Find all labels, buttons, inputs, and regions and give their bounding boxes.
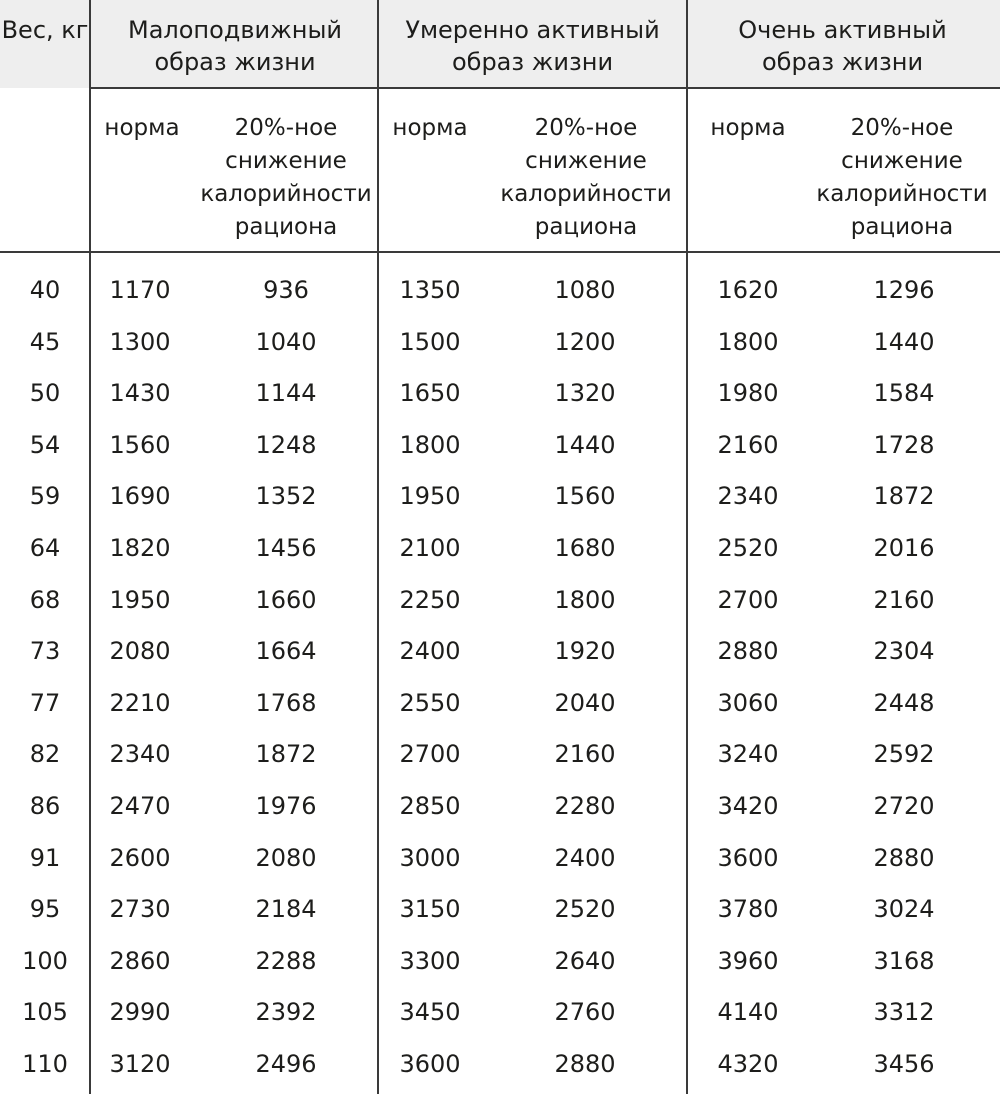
calorie-cell: 1500 (399, 327, 461, 356)
header-group-sedentary (115, 14, 355, 78)
calorie-cell: 2160 (873, 585, 935, 614)
calorie-cell: 3420 (717, 792, 779, 820)
calorie-cell: 3960 (717, 946, 779, 975)
calorie-cell: 3600 (399, 1050, 461, 1078)
weight-cell: 86 (29, 792, 61, 820)
weight-cell: 68 (29, 585, 61, 614)
subheader-norm-3 (696, 112, 800, 145)
calorie-cell: 2720 (873, 792, 935, 820)
calorie-cell: 1352 (255, 482, 317, 511)
calorie-cell: 1200 (554, 327, 616, 356)
calorie-cell: 2880 (717, 637, 779, 666)
calorie-cell: 1650 (399, 379, 461, 408)
calorie-cell: 1980 (717, 379, 779, 408)
weight-cell: 73 (29, 637, 61, 666)
calorie-cell: 2880 (554, 1050, 616, 1078)
calorie-cell: 3780 (717, 895, 779, 924)
calorie-cell: 3000 (399, 843, 461, 872)
header-group-sedentary-text: Малоподвижный образ жизни (127, 16, 342, 76)
calorie-cell: 1430 (109, 379, 171, 408)
calorie-cell: 1296 (873, 276, 935, 304)
calorie-cell: 1440 (554, 430, 616, 459)
calorie-cell: 2288 (255, 946, 317, 975)
calorie-cell: 1800 (717, 327, 779, 356)
header-group-moderate (400, 14, 665, 78)
calorie-cell: 3120 (109, 1050, 171, 1078)
calorie-cell: 3150 (399, 895, 461, 924)
calorie-cell: 1664 (255, 637, 317, 666)
calorie-cell: 2520 (554, 895, 616, 924)
calorie-cell: 2100 (399, 534, 461, 562)
weight-cell: 110 (22, 1050, 68, 1078)
calorie-cell: 2850 (399, 792, 461, 820)
calorie-cell: 2210 (109, 688, 171, 717)
subheader-reduced-3-text: 20%-ное снижение калорийности рациона (816, 115, 988, 240)
subheader-reduced-1-text: 20%-ное снижение калорийности рациона (200, 115, 372, 240)
weight-cell: 50 (29, 379, 61, 408)
calorie-cell: 2340 (109, 740, 171, 769)
calorie-cell: 2760 (554, 998, 616, 1027)
subheader-norm-3-text: норма (710, 115, 786, 141)
weight-cell: 59 (29, 482, 61, 511)
calorie-cell: 2448 (873, 688, 935, 717)
calorie-cell: 2040 (554, 688, 616, 717)
calorie-cell: 2160 (717, 430, 779, 459)
calorie-cell: 1950 (109, 585, 171, 614)
calorie-cell: 1768 (255, 688, 317, 717)
calorie-cell: 1976 (255, 792, 317, 820)
calorie-cell: 2860 (109, 946, 171, 975)
calorie-cell: 3300 (399, 946, 461, 975)
weight-cell: 95 (29, 895, 61, 924)
calorie-cell: 2730 (109, 895, 171, 924)
calorie-cell: 2592 (873, 740, 935, 769)
calorie-cell: 2304 (873, 637, 935, 666)
header-rule-top (90, 87, 1000, 89)
calorie-cell: 1248 (255, 430, 317, 459)
calorie-cell: 3024 (873, 895, 935, 924)
calorie-cell: 1080 (554, 276, 616, 304)
calorie-cell: 1144 (255, 379, 317, 408)
calorie-cell: 1690 (109, 482, 171, 511)
calorie-cell: 3456 (873, 1050, 935, 1078)
calorie-cell: 2990 (109, 998, 171, 1027)
calorie-cell: 2160 (554, 740, 616, 769)
calorie-cell: 1800 (554, 585, 616, 614)
calorie-cell: 3600 (717, 843, 779, 872)
weight-cell: 91 (29, 843, 61, 872)
subheader-norm-2-text: норма (392, 115, 468, 141)
calorie-cell: 1560 (109, 430, 171, 459)
subheader-reduced-2 (500, 112, 672, 244)
calorie-cell: 2470 (109, 792, 171, 820)
calorie-cell: 2496 (255, 1050, 317, 1078)
calorie-cell: 2400 (399, 637, 461, 666)
calorie-cell: 936 (263, 276, 309, 304)
calorie-cell: 2700 (399, 740, 461, 769)
calorie-cell: 1350 (399, 276, 461, 304)
calorie-cell: 2400 (554, 843, 616, 872)
header-group-moderate-text: Умеренно активный образ жизни (405, 16, 660, 76)
header-group-very-active-text: Очень активный образ жизни (738, 16, 947, 76)
header-rule-bottom (0, 251, 1000, 253)
header-weight-text: Вес, кг (1, 16, 89, 44)
subheader-reduced-3 (816, 112, 988, 244)
weight-cell: 105 (22, 998, 68, 1027)
calorie-cell: 3240 (717, 740, 779, 769)
calorie-cell: 4320 (717, 1050, 779, 1078)
calorie-cell: 1584 (873, 379, 935, 408)
weight-cell: 40 (29, 276, 61, 304)
calorie-cell: 2640 (554, 946, 616, 975)
calorie-cell: 2250 (399, 585, 461, 614)
subheader-norm-1-text: норма (104, 115, 180, 141)
calorie-cell: 1456 (255, 534, 317, 562)
calorie-cell: 2080 (255, 843, 317, 872)
calorie-cell: 2550 (399, 688, 461, 717)
calorie-cell: 3450 (399, 998, 461, 1027)
calorie-cell: 2880 (873, 843, 935, 872)
calorie-cell: 2520 (717, 534, 779, 562)
weight-cell: 82 (29, 740, 61, 769)
calorie-cell: 1440 (873, 327, 935, 356)
calorie-cell: 1170 (109, 276, 171, 304)
calorie-cell: 2280 (554, 792, 616, 820)
calorie-cell: 4140 (717, 998, 779, 1027)
calorie-cell: 1320 (554, 379, 616, 408)
calorie-cell: 1800 (399, 430, 461, 459)
weight-cell: 54 (29, 430, 61, 459)
calorie-cell: 3312 (873, 998, 935, 1027)
header-weight (0, 14, 90, 46)
calorie-cell: 1040 (255, 327, 317, 356)
weight-cell: 45 (29, 327, 61, 356)
subheader-norm-2 (380, 112, 480, 145)
calorie-cell: 1620 (717, 276, 779, 304)
calorie-cell: 3060 (717, 688, 779, 717)
subheader-reduced-1 (200, 112, 372, 244)
calorie-cell: 1872 (255, 740, 317, 769)
calorie-cell: 2016 (873, 534, 935, 562)
calorie-cell: 1728 (873, 430, 935, 459)
weight-cell: 77 (29, 688, 61, 717)
calorie-cell: 2080 (109, 637, 171, 666)
weight-cell: 64 (29, 534, 61, 562)
calorie-cell: 1950 (399, 482, 461, 511)
calorie-cell: 2184 (255, 895, 317, 924)
calorie-cell: 1300 (109, 327, 171, 356)
calorie-cell: 2340 (717, 482, 779, 511)
calorie-cell: 2392 (255, 998, 317, 1027)
subheader-norm-1 (92, 112, 192, 145)
subheader-reduced-2-text: 20%-ное снижение калорийности рациона (500, 115, 672, 240)
calorie-cell: 1660 (255, 585, 317, 614)
weight-cell: 100 (22, 946, 68, 975)
calorie-cell: 2600 (109, 843, 171, 872)
header-group-very-active (700, 14, 985, 78)
calorie-cell: 2700 (717, 585, 779, 614)
calorie-cell: 1560 (554, 482, 616, 511)
calorie-cell: 1820 (109, 534, 171, 562)
calorie-cell: 1680 (554, 534, 616, 562)
calorie-cell: 3168 (873, 946, 935, 975)
calorie-cell: 1920 (554, 637, 616, 666)
calorie-cell: 1872 (873, 482, 935, 511)
